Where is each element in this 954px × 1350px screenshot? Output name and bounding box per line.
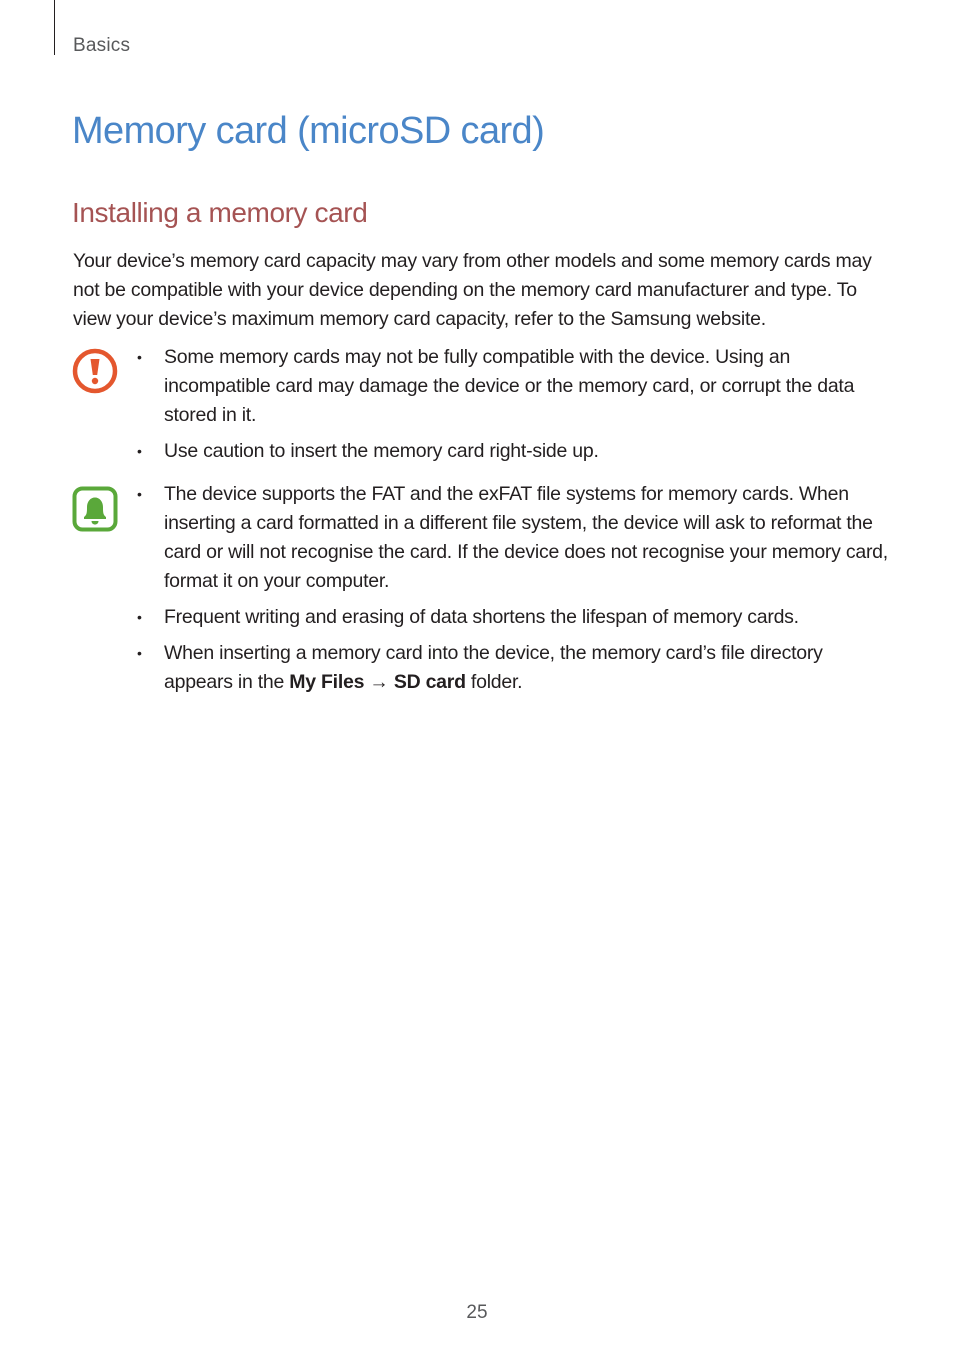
bullet: • — [137, 443, 142, 459]
notice-text — [164, 642, 823, 693]
list-item — [137, 603, 892, 632]
intro-paragraph: Your device’s memory card capacity may vary from other models and some memory cards may not be compatible with your device depending on the memory card manufacturer and type. To view your device’s maximum memory card capacity, refer to the Samsung website. — [73, 250, 872, 330]
caution-text: Use caution to insert the memory card right-side up. — [164, 440, 599, 462]
bullet: • — [137, 349, 142, 365]
caution-text: Some memory cards may not be fully compatible with the device. Using an incompatible card may damage the device or the memory card, or corrupt the data stored in it. — [164, 346, 855, 426]
list-item — [137, 639, 892, 697]
margin-line — [54, 0, 55, 55]
bullet: • — [137, 609, 142, 625]
section-label: Basics — [73, 35, 131, 56]
notice-text: The device supports the FAT and the exFAT file systems for memory cards. When inserting a card formatted in a different file system, the device will ask to reformat the card or will not recognise the card. If the device does not recognise your memory card, format it on your computer. — [164, 483, 888, 592]
caution-icon — [72, 348, 118, 394]
list-item — [137, 480, 892, 596]
notice-text-before: When inserting a memory card into the device, the memory card’s file directory appears in the — [164, 642, 823, 693]
list-item — [137, 437, 892, 466]
list-item — [137, 343, 892, 430]
notice-text-after: folder. — [465, 671, 523, 693]
arrow-separator: → — [364, 671, 394, 693]
caution-list — [137, 343, 892, 473]
bullet: • — [137, 486, 142, 502]
section-heading: Installing a memory card — [72, 197, 368, 228]
bullet: • — [137, 645, 142, 661]
menu-sd-card: SD card — [393, 671, 466, 693]
menu-my-files: My Files — [289, 671, 365, 693]
page-title: Memory card (microSD card) — [72, 110, 545, 152]
page-number: 25 — [466, 1302, 488, 1323]
notice-list — [137, 480, 892, 704]
notice-text: Frequent writing and erasing of data shortens the lifespan of memory cards. — [164, 606, 799, 628]
bell-icon — [72, 486, 118, 532]
